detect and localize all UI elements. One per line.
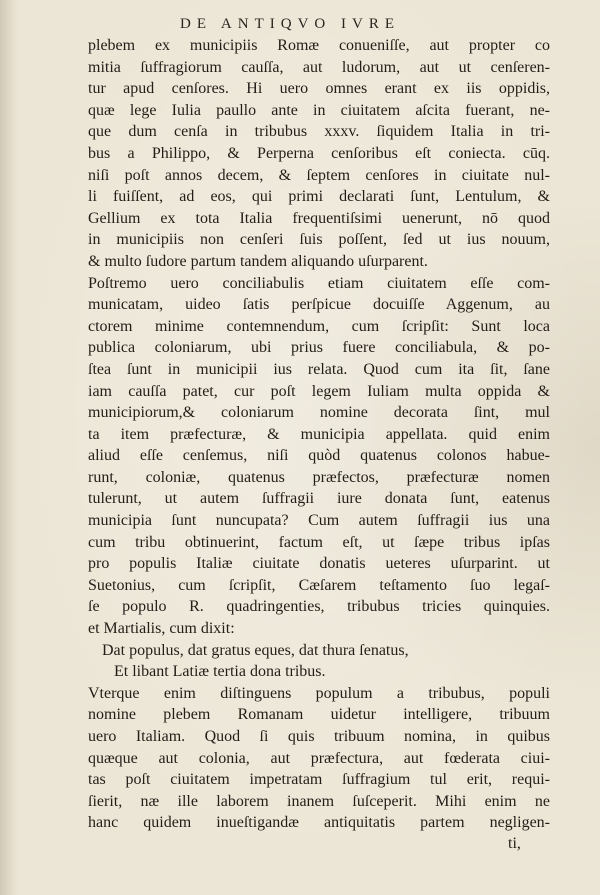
text-line: que dum cenſa in tribubus xxxv. ſiquidem Italia in tri-	[88, 123, 550, 141]
text-line: municipia ſunt nuncupata? Cum autem ſuffragii ius una	[88, 512, 550, 530]
text-line: ctorem minime contemnendum, cum ſcripſit: Sunt loca	[88, 317, 550, 335]
catchword: ti,	[508, 835, 521, 852]
gutter-shadow	[0, 0, 18, 895]
text-line: plebem ex municipiis Romæ conueniſſe, aut propter co	[88, 37, 550, 54]
text-line: tulerunt, ut autem ſuffragii iure donata ſunt, eatenus	[88, 490, 550, 508]
text-line: & multo ſudore partum tandem aliquando uſurparent.	[88, 252, 428, 270]
text-line: Suetonius, cum ſcripſit, Cæſarem teſtamento ſuo legaſ-	[88, 576, 550, 594]
text-line: iam cauſſa patet, cur poſt legem Iuliam multa oppida &	[88, 382, 550, 400]
text-line: ſierit, næ ille laborem inanem ſuſceperit. Mihi enim ne	[88, 792, 550, 810]
text-line: hanc quidem inueſtigandæ antiquitatis partem negligen-	[88, 814, 550, 832]
text-line: municatam, uideo ſatis perſpicue docuiſſe Aggenum, au	[88, 296, 550, 314]
running-head: DE ANTIQVO IVRE	[180, 16, 400, 32]
text-line: quæque aut colonia, aut præfectura, aut fœderata ciui-	[88, 749, 550, 767]
text-line: publica coloniarum, ubi prius fuere conciliabula, & po-	[88, 339, 550, 357]
text-line: ſe populo R. quadringenties, tribubus tricies quinquies.	[88, 598, 550, 616]
text-line: Vterque enim diſtinguens populum a tribubus, populi	[88, 684, 550, 702]
text-line: Gellium ex tota Italia frequentiſsimi uenerunt, nō quod	[88, 209, 550, 227]
verse-line: Et libant Latiæ tertia dona tribus.	[114, 663, 326, 681]
text-line: tas poſt ciuitatem impetratam ſuffragium tul erit, requi-	[88, 771, 550, 789]
text-line: municipiorum,& coloniarum nomine decorata ſint, mul	[88, 404, 550, 422]
text-line: Poſtremo uero conciliabulis etiam ciuitatem eſſe com-	[88, 274, 550, 292]
text-line: bus a Philippo, & Perperna cenſoribus eſt coniecta. cūq.	[88, 144, 550, 162]
body-text	[88, 35, 550, 834]
text-line: tur apud cenſores. Hi uero omnes erant ex iis oppidis,	[88, 80, 550, 98]
text-line: in municipiis non cenſeri ſuis poſſent, ſed ut ius nouum,	[88, 231, 550, 249]
text-line: aliud eſſe cenſemus, niſi quòd quatenus colonos habue-	[88, 447, 550, 465]
text-line: runt, coloniæ, quatenus præfectos, præfecturæ nomen	[88, 468, 550, 486]
text-line: ta item præfecturæ, & municipia appellata. quid enim	[88, 425, 550, 443]
text-line: nomine plebem Romanam uidetur intelligere, tribuum	[88, 706, 550, 724]
text-line: pro populis Italiæ ciuitate donatis ueteres uſurparint. ut	[88, 555, 550, 573]
text-line: uero Italiam. Quod ſi quis tribuum nomina, in quibus	[88, 728, 550, 745]
verse-line: Dat populus, dat gratus eques, dat thura ſenatus,	[102, 641, 409, 659]
text-line: ſtea ſunt in municipii ius relata. Quod cum ita ſit, ſane	[88, 360, 550, 378]
text-line: cum tribu obtinuerint, factum eſt, ut ſæpe tribus ipſas	[88, 533, 550, 551]
text-line: niſi poſt annos decem, & ſeptem cenſores in ciuitate nul-	[88, 166, 550, 184]
text-line: li fuiſſent, ad eos, qui primi declarati ſunt, Lentulum, &	[88, 188, 550, 206]
text-line: mitia ſuffragiorum cauſſa, aut ludorum, aut ut cenſeren-	[88, 58, 550, 76]
text-line: quæ lege Iulia paullo ante in ciuitatem aſcita fuerant, ne-	[88, 101, 550, 119]
text-line: et Martialis, cum dixit:	[88, 620, 235, 638]
